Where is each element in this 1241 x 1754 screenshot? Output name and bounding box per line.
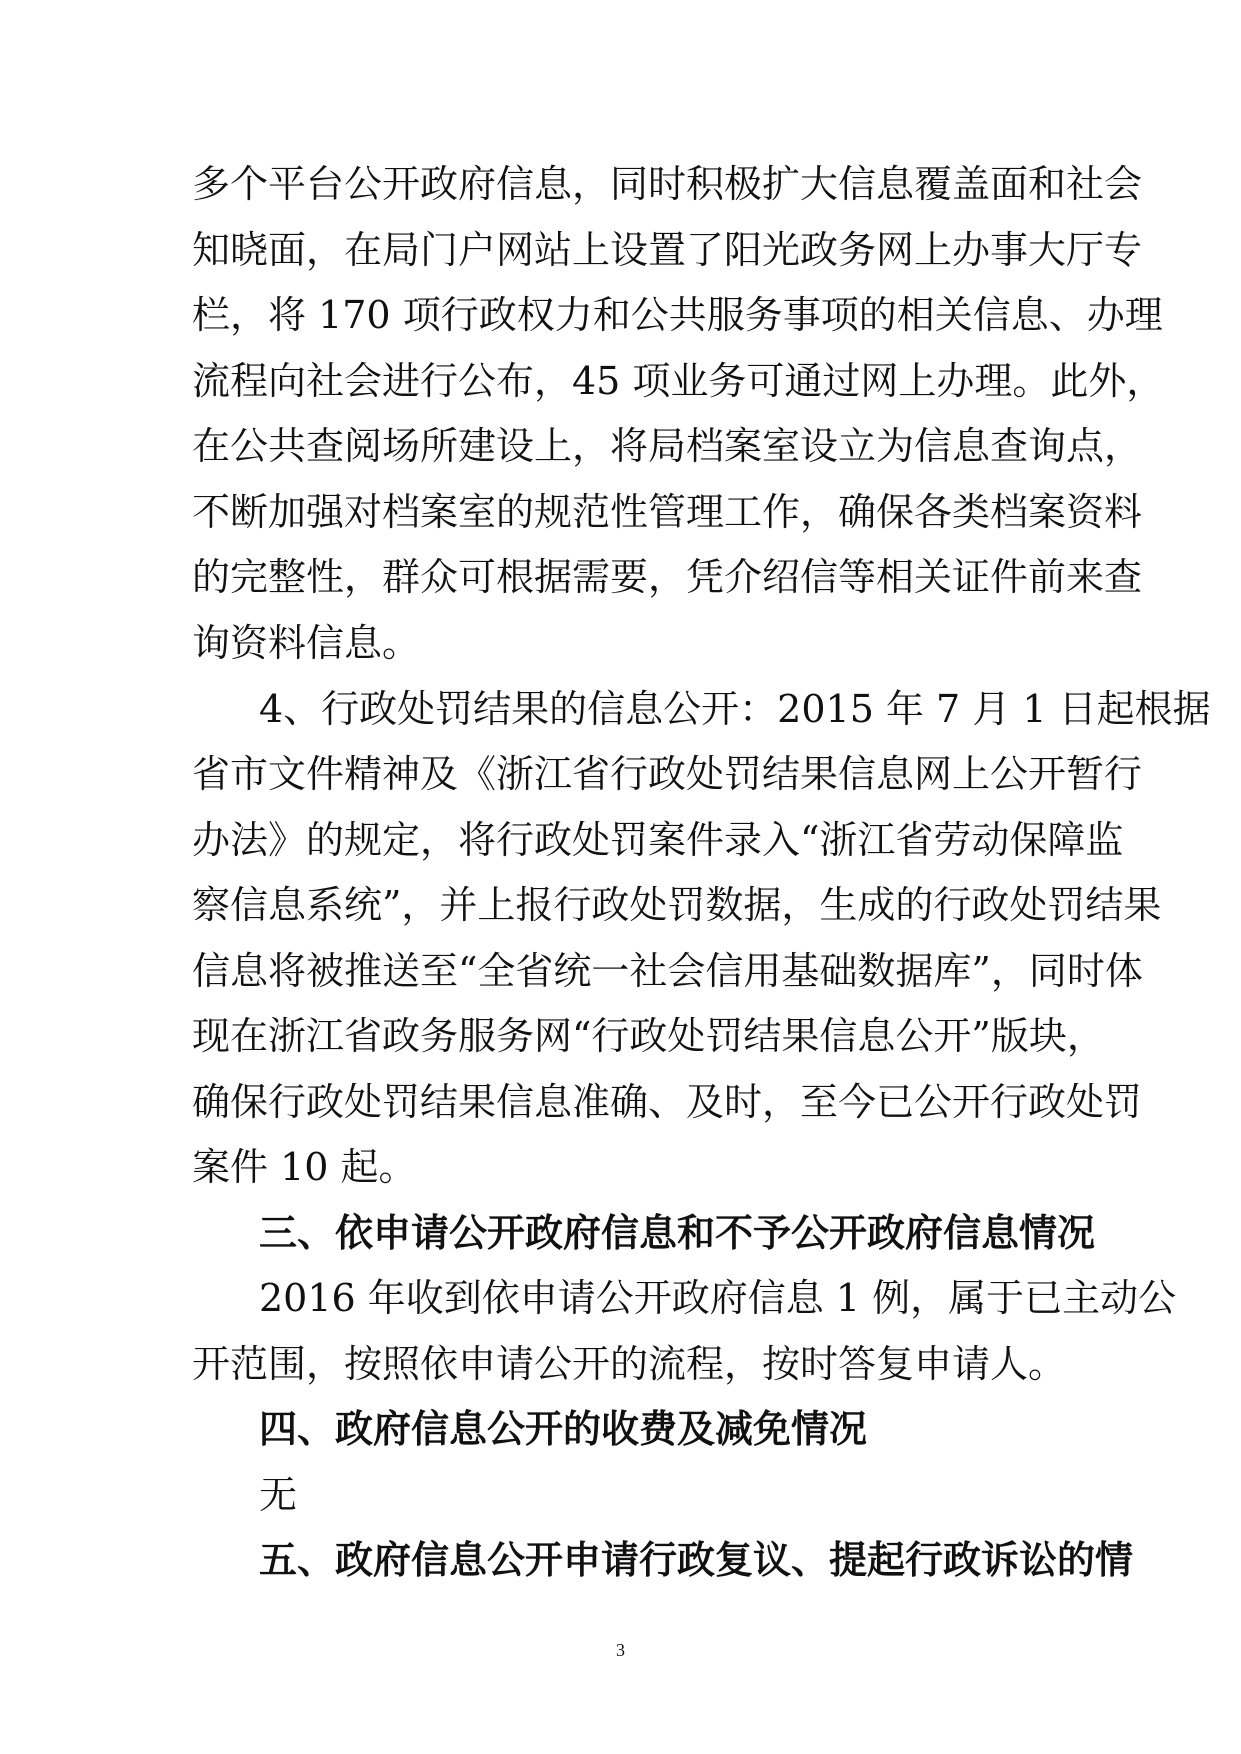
paragraph-line: 询资料信息。 <box>192 621 421 665</box>
section-heading: 三、依申请公开政府信息和不予公开政府信息情况 <box>259 1211 1096 1255</box>
paragraph-line: 2016 年收到依申请公开政府信息 1 例，属于已主动公 <box>259 1276 1177 1320</box>
paragraph-line: 办法》的规定，将行政处罚案件录入“浙江省劳动保障监 <box>192 818 1124 862</box>
paragraph-line: 的完整性，群众可根据需要，凭介绍信等相关证件前来查 <box>192 555 1143 599</box>
paragraph-line: 现在浙江省政务服务网“行政处罚结果信息公开”版块， <box>192 1014 1105 1058</box>
paragraph-line: 多个平台公开政府信息，同时积极扩大信息覆盖面和社会 <box>192 162 1143 206</box>
paragraph-line: 确保行政处罚结果信息准确、及时，至今已公开行政处罚 <box>192 1080 1143 1124</box>
section-heading: 五、政府信息公开申请行政复议、提起行政诉讼的情 <box>259 1538 1134 1582</box>
paragraph-line: 在公共查阅场所建设上，将局档案室设立为信息查询点， <box>192 424 1143 468</box>
paragraph-line: 知晓面，在局门户网站上设置了阳光政务网上办事大厅专 <box>192 228 1143 272</box>
paragraph-line: 不断加强对档案室的规范性管理工作，确保各类档案资料 <box>192 490 1143 534</box>
paragraph-line: 察信息系统”，并上报行政处罚数据，生成的行政处罚结果 <box>192 883 1162 927</box>
paragraph-line: 4、行政处罚结果的信息公开：2015 年 7 月 1 日起根据 <box>259 687 1211 731</box>
paragraph-line: 流程向社会进行公布，45 项业务可通过网上办理。此外， <box>192 359 1165 403</box>
paragraph-line: 栏，将 170 项行政权力和公共服务事项的相关信息、办理 <box>192 293 1163 337</box>
section-heading: 四、政府信息公开的收费及减免情况 <box>259 1407 868 1451</box>
page-number: 3 <box>616 1640 625 1660</box>
paragraph-line: 案件 10 起。 <box>192 1145 417 1189</box>
paragraph-line: 无 <box>259 1473 298 1517</box>
paragraph-line: 省市文件精神及《浙江省行政处罚结果信息网上公开暂行 <box>192 752 1143 796</box>
paragraph-line: 信息将被推送至“全省统一社会信用基础数据库”，同时体 <box>192 949 1143 993</box>
paragraph-line: 开范围，按照依申请公开的流程，按时答复申请人。 <box>192 1342 1067 1386</box>
